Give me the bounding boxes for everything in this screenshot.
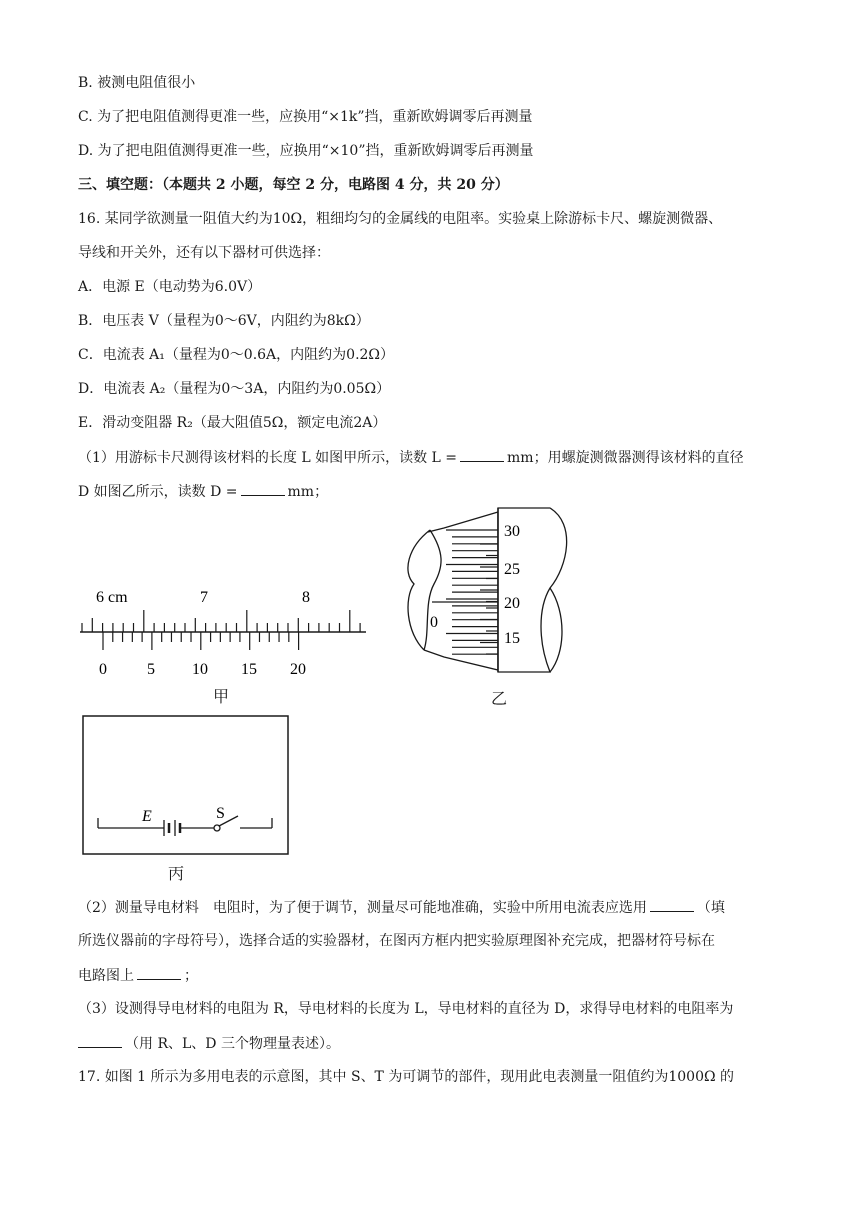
q16-item-a: A．电源 E（电动势为6.0V） — [78, 279, 262, 295]
q16-part1-line1 — [78, 447, 744, 468]
source-label: E — [142, 808, 152, 825]
answer-blank-diameter[interactable] — [241, 481, 285, 496]
q16-part2-text-b: （填 — [696, 900, 725, 916]
q16-part2-text-d: ； — [184, 968, 198, 984]
q16-part2-text-c: 电路图上 — [78, 968, 134, 984]
vernier-scale-ticks — [103, 632, 299, 650]
vernier-label-15: 15 — [241, 661, 257, 678]
answer-blank-ammeter[interactable] — [650, 897, 694, 912]
thimble-label-25: 25 — [504, 561, 520, 578]
circuit-box-figure[interactable] — [80, 714, 292, 856]
q16-part3-line2 — [78, 1033, 340, 1054]
vernier-label-5: 5 — [147, 661, 155, 678]
q16-item-e: E．滑动变阻器 R₂（最大阻值5Ω，额定电流2A） — [78, 415, 387, 431]
vernier-label-10: 10 — [192, 661, 208, 678]
q16-intro-line1: 16. 某同学欲测量一阻值大约为10Ω，粗细均匀的金属线的电阻率。实验桌上除游标卡尺、螺旋测微器、 — [78, 211, 723, 227]
sleeve-label-0: 0 — [430, 614, 438, 631]
section-title: 三、填空题：（本题共 2 小题，每空 2 分，电路图 4 分，共 20 分） — [78, 177, 509, 193]
vernier-caliper-figure — [70, 580, 380, 690]
option-c: C. 为了把电阻值测得更准一些，应换用“×1k”挡，重新欧姆调零后再测量 — [78, 109, 533, 125]
answer-blank-length[interactable] — [460, 447, 504, 462]
thimble-label-15: 15 — [504, 630, 520, 647]
q16-part2-line1 — [78, 897, 725, 918]
q16-item-c: C．电流表 A₁（量程为0～0.6A，内阻约为0.2Ω） — [78, 347, 395, 363]
answer-blank-circuit[interactable] — [137, 965, 181, 980]
q16-part1-text-b: mm；用螺旋测微器测得该材料的直径 — [507, 450, 744, 466]
main-label-8: 8 — [302, 589, 310, 606]
main-label-6cm: 6 cm — [96, 589, 128, 606]
q16-part1-text-a: （1）用游标卡尺测得该材料的长度 L 如图甲所示，读数 L = — [78, 450, 458, 466]
q17-line1: 17. 如图 1 所示为多用电表的示意图，其中 S、T 为可调节的部件，现用此电表测量一阻值约为1000Ω 的 — [78, 1069, 735, 1085]
q16-part1-text-d: mm； — [287, 484, 329, 500]
q16-part3-line1: （3）设测得导电材料的电阻为 R，导电材料的长度为 L，导电材料的直径为 D，求得导电材料的电阻率为 — [78, 1001, 734, 1017]
switch-label: S — [216, 805, 225, 822]
option-b: B. 被测电阻值很小 — [78, 75, 196, 91]
option-d: D. 为了把电阻值测得更准一些，应换用“×10”挡，重新欧姆调零后再测量 — [78, 143, 534, 159]
vernier-label-0: 0 — [99, 661, 107, 678]
q16-item-b: B．电压表 V（量程为0～6V，内阻约为8kΩ） — [78, 313, 370, 329]
q16-part1-text-c: D 如图乙所示，读数 D = — [78, 484, 238, 500]
q16-item-d: D．电流表 A₂（量程为0～3A，内阻约为0.05Ω） — [78, 381, 391, 397]
q16-part1-line2 — [78, 481, 328, 502]
main-scale-ticks — [82, 610, 360, 632]
caption-jia: 甲 — [213, 687, 230, 706]
q16-part2-line2: 所选仪器前的字母符号），选择合适的实验器材，在图丙方框内把实验原理图补充完成，把器材符号标在 — [78, 933, 715, 949]
q16-part2-line3 — [78, 965, 198, 986]
thimble-label-30: 30 — [504, 523, 520, 540]
thimble-label-20: 20 — [504, 595, 520, 612]
answer-blank-resistivity[interactable] — [78, 1033, 122, 1048]
micrometer-figure — [400, 502, 580, 682]
caption-bing: 丙 — [168, 864, 185, 883]
q16-part3-text-b: （用 R、L、D 三个物理量表述）。 — [125, 1036, 340, 1052]
caption-yi: 乙 — [491, 689, 508, 708]
thimble-ticks — [446, 530, 498, 654]
vernier-label-20: 20 — [290, 661, 306, 678]
main-label-7: 7 — [200, 589, 208, 606]
q16-part2-text-a: （2）测量导电材料 电阻时，为了便于调节，测量尽可能地准确，实验中所用电流表应选用 — [78, 900, 647, 916]
q16-intro-line2: 导线和开关外，还有以下器材可供选择： — [78, 245, 330, 261]
